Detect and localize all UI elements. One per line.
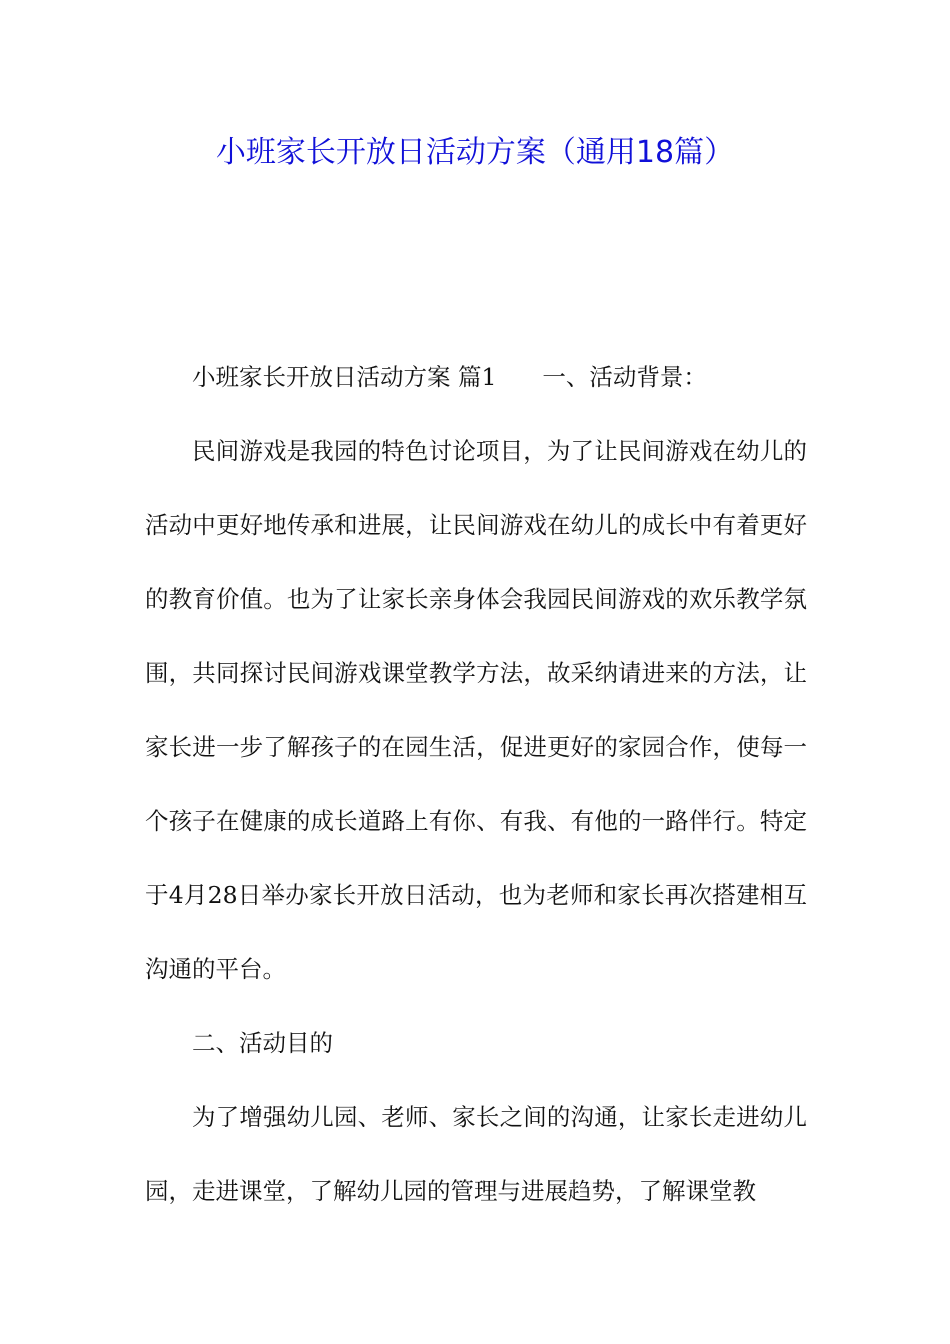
- document-body: [145, 340, 807, 1228]
- document-title: 小班家长开放日活动方案（通用18篇）: [215, 135, 735, 170]
- section-heading: 小班家长开放日活动方案 篇1: [192, 363, 497, 391]
- paragraph-background: 民间游戏是我园的特色讨论项目，为了让民间游戏在幼儿的活动中更好地传承和进展，让民间游戏在幼儿的成长中有着更好的教育价值。也为了让家长亲身体会我园民间游戏的欢乐教学氛围，共同探讨民间游戏课堂教学方法，故采纳请进来的方法，让家长进一步了解孩子的在园生活，促进更好的家园合作，使每一个孩子在健康的成长道路上有你、有我、有他的一路伴行。特定于4月28日举办家长开放日活动，也为老师和家长再次搭建相互沟通的平台。: [145, 437, 807, 983]
- subheading-purpose: 二、活动目的: [192, 1029, 333, 1057]
- section-heading-line: [145, 340, 807, 414]
- paragraph-purpose: 为了增强幼儿园、老师、家长之间的沟通，让家长走进幼儿园，走进课堂，了解幼儿园的管理与进展趋势，了解课堂教: [145, 1103, 807, 1205]
- subheading-background: 一、活动背景：: [542, 363, 707, 391]
